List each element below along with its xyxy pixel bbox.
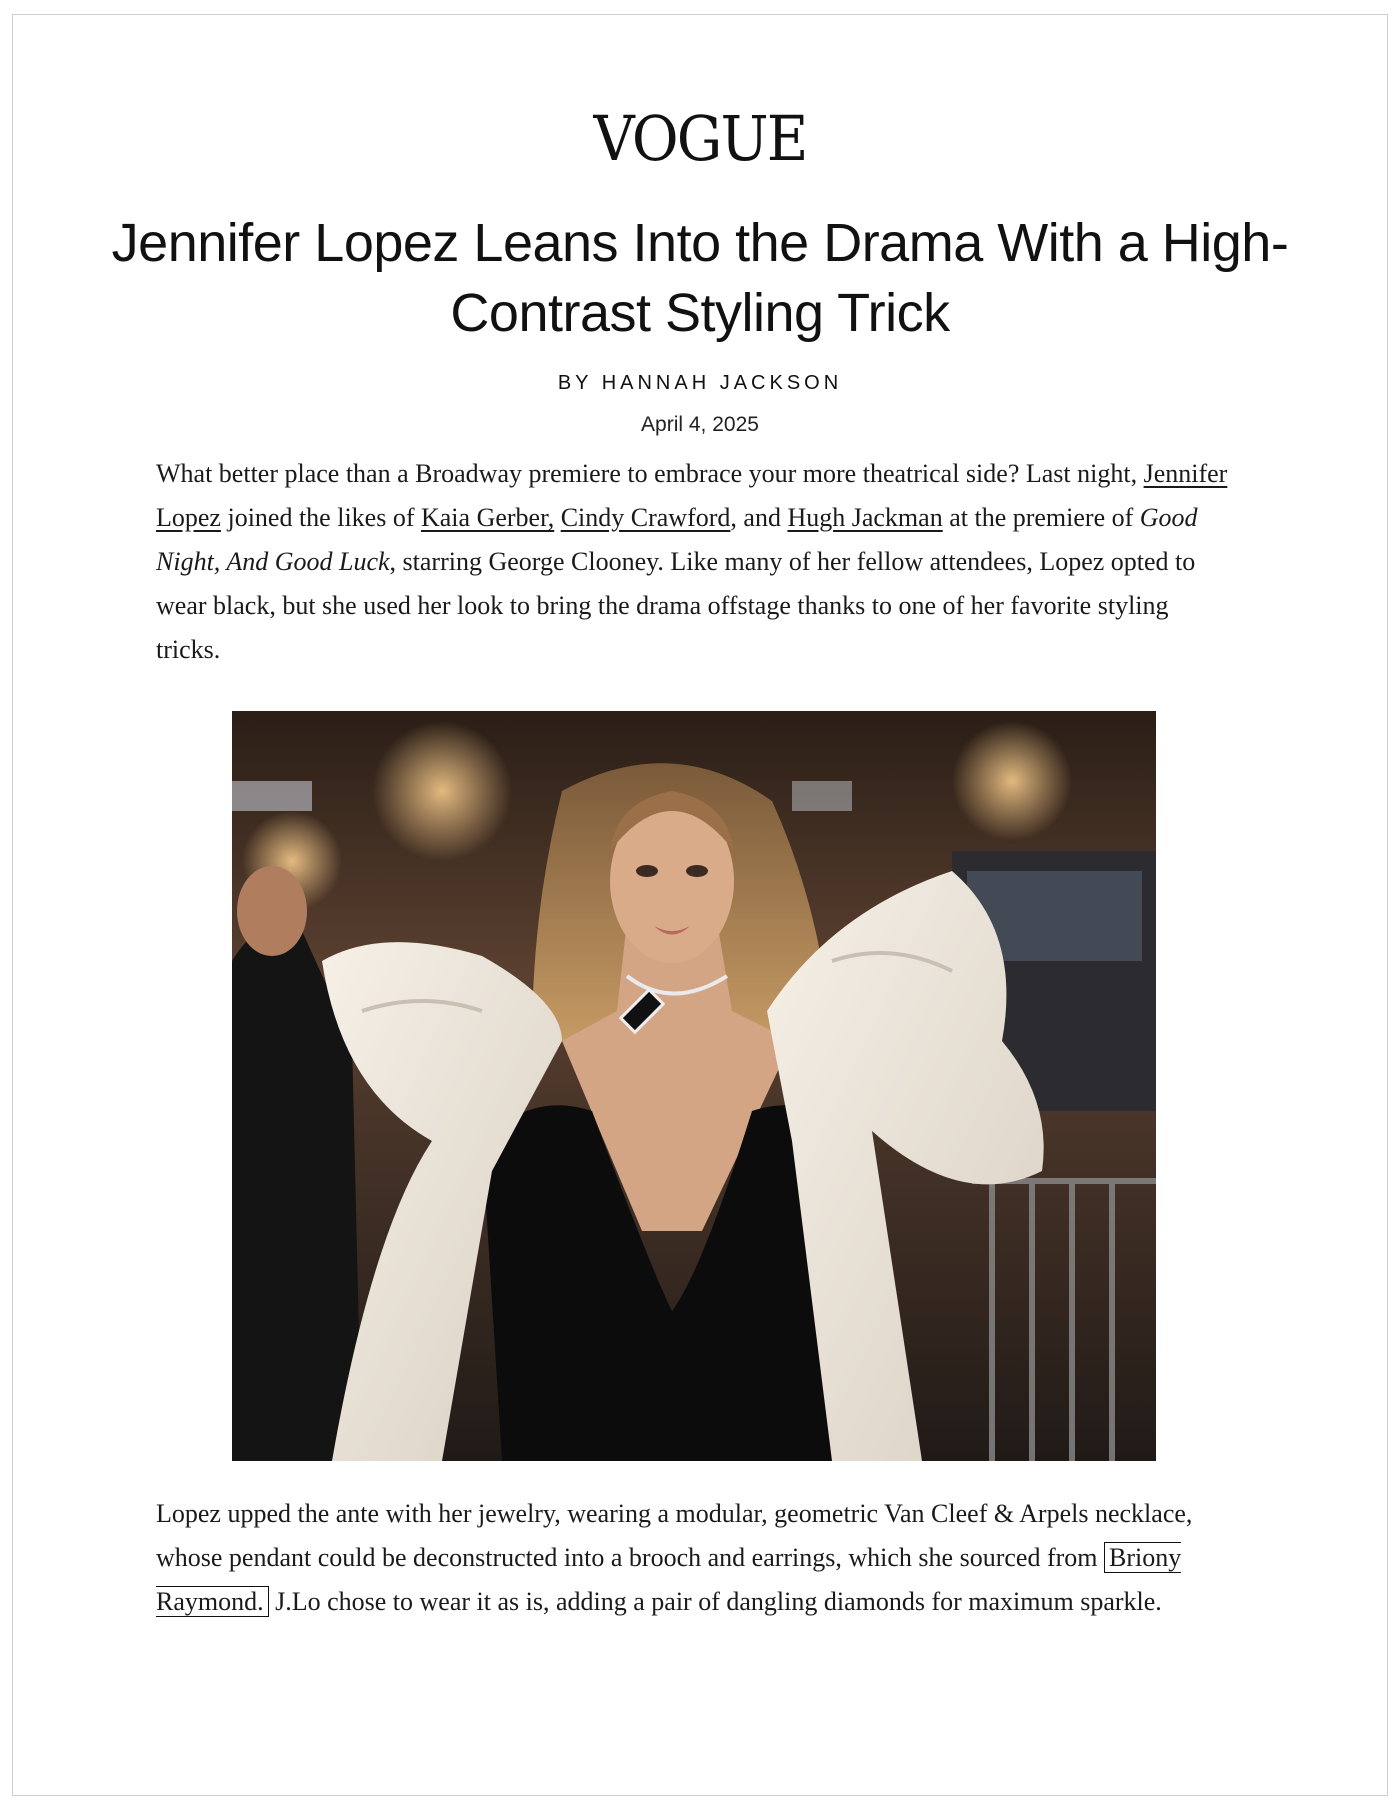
link-jennifer-lopez[interactable]: Jennifer Lopez xyxy=(156,459,1228,532)
text-segment: joined the likes of xyxy=(220,503,421,532)
link-kaia-gerber[interactable]: Kaia Gerber, xyxy=(420,503,555,532)
publish-date: April 4, 2025 xyxy=(641,413,759,436)
text-segment: , starring George Clooney. Like many of her fellow attendees, Lopez opted to wear black, but she used her look to bring the drama offstage thanks to one of her favorite styling tricks. xyxy=(156,547,1196,664)
text-segment: J.Lo chose to wear it as is, adding a pair of dangling diamonds for maximum sparkle. xyxy=(268,1587,1162,1616)
body-paragraph xyxy=(156,1492,1236,1624)
link-cindy-crawford[interactable]: Cindy Crawford xyxy=(560,503,731,532)
intro-paragraph xyxy=(156,452,1236,672)
text-segment: Lopez upped the ante with her jewelry, wearing a modular, geometric Van Cleef & Arpels necklace, whose pendant could be deconstructed into a brooch and earrings, which she sourced from xyxy=(156,1499,1193,1572)
text-segment: at the premiere of xyxy=(942,503,1140,532)
film-title: Good Night, And Good Luck xyxy=(156,503,1198,576)
vogue-logo[interactable]: VOGUE xyxy=(593,102,807,175)
photo-illustration xyxy=(232,711,1156,1461)
article-headline: Jennifer Lopez Leans Into the Drama With a High-Contrast Styling Trick xyxy=(111,213,1289,343)
article-photo[interactable] xyxy=(232,711,1156,1461)
link-briony-raymond[interactable]: Briony Raymond. xyxy=(156,1543,1182,1616)
byline: BY HANNAH JACKSON xyxy=(557,372,843,394)
link-hugh-jackman[interactable]: Hugh Jackman xyxy=(787,503,943,532)
text-segment: , and xyxy=(730,503,788,532)
text-segment: What better place than a Broadway premiere to embrace your more theatrical side? Last night, xyxy=(156,459,1144,488)
